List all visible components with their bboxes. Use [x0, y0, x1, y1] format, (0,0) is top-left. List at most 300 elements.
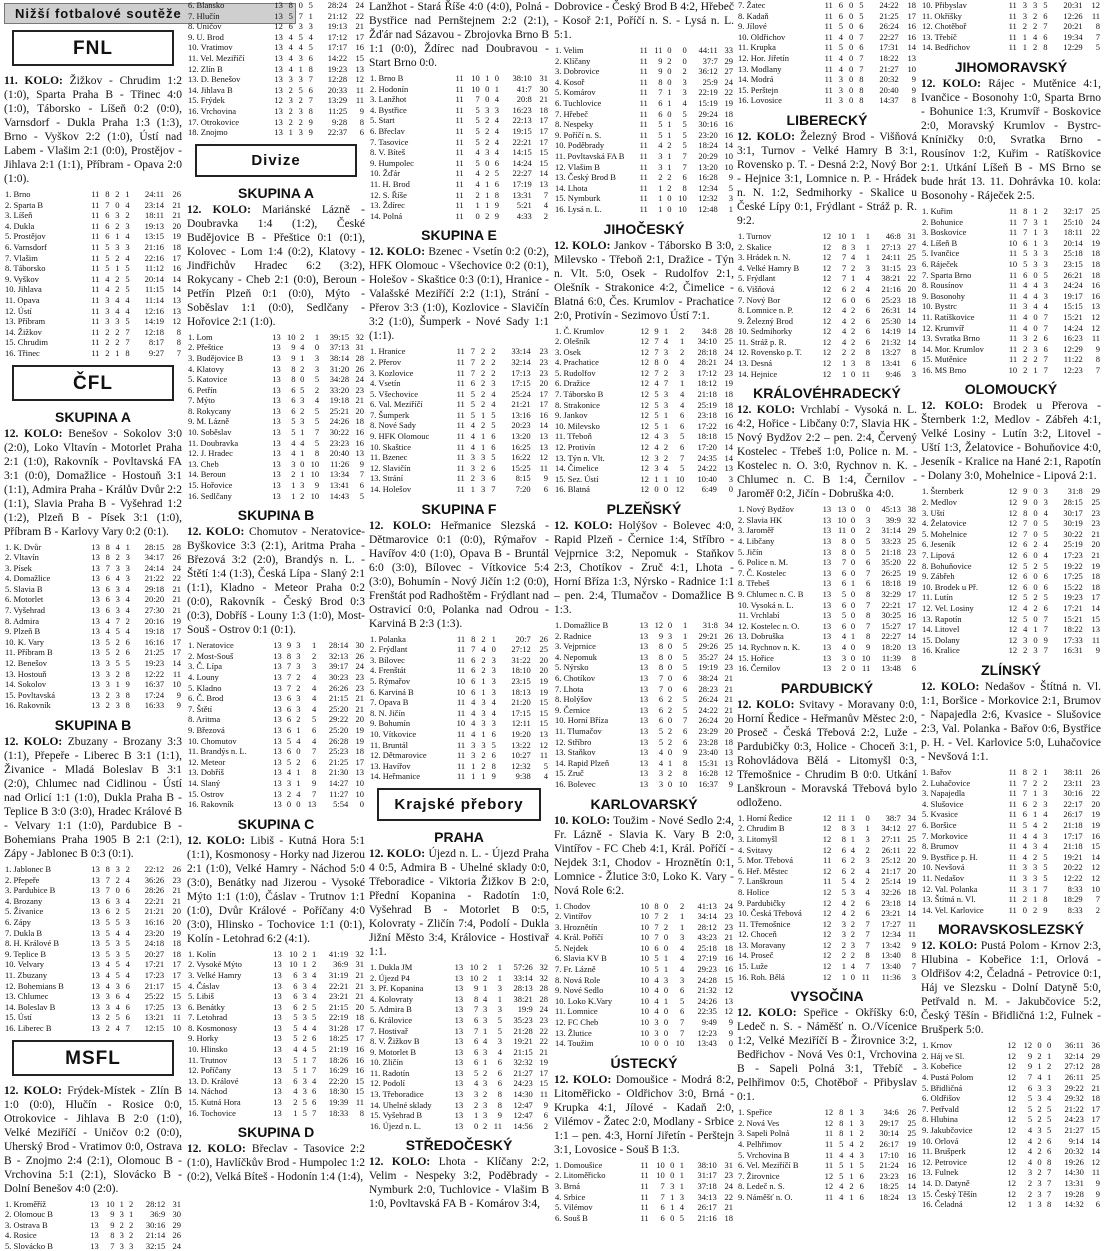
- stat-cell: 16:33: [131, 700, 165, 711]
- standings-row: [554, 779, 734, 790]
- stat-cell: 6: [1018, 238, 1028, 249]
- standings-row: [369, 179, 549, 190]
- stat-cell: 6: [487, 729, 497, 740]
- stat-cell: 4: [121, 306, 131, 317]
- stat-cell: 12: [1001, 561, 1018, 572]
- stat-cell: 17: [165, 647, 182, 658]
- stat-cell: 8: [902, 950, 917, 961]
- stat-cell: 11: [449, 473, 466, 484]
- stat-cell: 6: [1085, 1199, 1101, 1210]
- stat-cell: 13: [267, 736, 283, 747]
- stat-cell: 2: [481, 211, 491, 222]
- stat-cell: 6: [350, 480, 365, 491]
- stat-cell: 26:11: [1052, 1072, 1085, 1083]
- stat-cell: 5: [282, 427, 297, 438]
- stat-cell: 4: [844, 1150, 854, 1161]
- stat-cell: 23: [718, 1170, 734, 1181]
- stat-cell: 6: [101, 573, 111, 584]
- stat-cell: 8: [900, 95, 917, 106]
- standings-row: [921, 550, 1101, 561]
- stat-cell: 2: [844, 1181, 854, 1192]
- standings-row: [4, 970, 182, 981]
- stat-cell: 24:28: [685, 975, 718, 986]
- stat-cell: 4: [294, 42, 304, 53]
- standings-row: [737, 834, 917, 845]
- standings-row: [4, 1230, 182, 1241]
- stat-cell: 2: [125, 1199, 134, 1210]
- stat-cell: 12: [817, 316, 832, 327]
- team-name: 16. Lysá n. L.: [554, 204, 634, 215]
- stat-cell: 5: [121, 938, 131, 949]
- stat-cell: 4: [121, 605, 131, 616]
- stat-cell: 2: [847, 908, 856, 919]
- stat-cell: 12: [817, 263, 832, 274]
- stat-cell: 14: [165, 658, 182, 669]
- team-name: 13. Strání: [369, 473, 449, 484]
- team-name: 1. Domoušice: [554, 1160, 634, 1171]
- stat-cell: 1: [111, 679, 121, 690]
- stat-cell: 25: [902, 252, 917, 263]
- standings-row: [4, 542, 182, 553]
- stat-cell: 2: [101, 700, 111, 711]
- stat-cell: 4: [466, 708, 476, 719]
- standings-row: [921, 778, 1101, 789]
- stat-cell: 11: [817, 1128, 834, 1139]
- stat-cell: 0: [1028, 312, 1038, 323]
- stat-cell: 6: [282, 406, 297, 417]
- stat-cell: 11: [449, 697, 466, 708]
- stat-cell: 9: [902, 940, 917, 951]
- stat-cell: 21: [349, 693, 365, 704]
- stat-cell: 11: [84, 337, 100, 348]
- stat-cell: 3: [1033, 1093, 1043, 1104]
- stat-cell: 6: [532, 484, 549, 495]
- stat-cell: 29:21: [688, 631, 719, 642]
- karlovarsky-results: 10. KOLO: Toužim - Nové Sedlo 2:4, Fr. Lázně - Slavia K. Vary B 2:0, Vintířov - FC Cheb 4:1, Král. Poříčí - Nejdek 3:1, Chodov - Hroznětín 0:1, Lomnice - Žlutice 3:0, Loko K. Vary - Nová Role 6:2.: [554, 814, 734, 898]
- stat-cell: 3: [666, 1181, 676, 1192]
- stat-cell: 3: [292, 651, 301, 662]
- stat-cell: 0: [847, 504, 856, 515]
- stat-cell: 6: [832, 866, 847, 877]
- team-name: 7. Vyšehrad: [4, 605, 84, 616]
- stat-cell: 5: [669, 431, 685, 442]
- stat-cell: 3: [121, 563, 131, 574]
- stat-cell: 9: [301, 778, 317, 789]
- stat-cell: 1: [1028, 884, 1038, 895]
- stat-cell: 5: [121, 906, 131, 917]
- stat-cell: 7: [308, 1108, 317, 1119]
- stat-cell: 1: [675, 1160, 685, 1171]
- stat-cell: 13: [267, 767, 283, 778]
- stat-cell: 11: [449, 655, 466, 666]
- stat-cell: 2: [534, 1121, 549, 1132]
- team-name: 15. Perštejn: [737, 85, 817, 96]
- stat-cell: 6: [854, 21, 864, 32]
- team-name: 6. Ráječek: [921, 259, 1001, 270]
- stat-cell: 2: [1028, 333, 1038, 344]
- team-name: 11. Trutnov: [187, 1055, 267, 1066]
- stat-cell: 3: [283, 778, 292, 789]
- stat-cell: 3: [479, 1100, 488, 1111]
- stat-cell: 0: [847, 621, 856, 632]
- stat-cell: 7: [486, 484, 496, 495]
- stat-cell: 17:15: [497, 708, 532, 719]
- stat-cell: 7: [121, 337, 131, 348]
- stat-cell: 4: [847, 876, 856, 887]
- team-name: 15. Kutná Hora: [187, 1097, 267, 1108]
- stat-cell: 4: [101, 626, 111, 637]
- stat-cell: 13: [165, 306, 182, 317]
- team-name: 12. Podolí: [369, 1078, 449, 1089]
- stat-cell: 34: [719, 620, 734, 631]
- stat-cell: 4: [1017, 1146, 1033, 1157]
- standings-row: [369, 962, 549, 973]
- standings-row: [369, 389, 549, 400]
- stat-cell: 11: [634, 1192, 650, 1203]
- stat-cell: 5: [650, 421, 660, 432]
- standings-row: [554, 996, 734, 1007]
- stat-cell: 5: [832, 887, 847, 898]
- team-name: 1. Kuřim: [921, 206, 1001, 217]
- team-name: 6. Benátky: [187, 1002, 267, 1013]
- stat-cell: 2: [111, 669, 121, 680]
- stat-cell: 2: [847, 347, 856, 358]
- stat-cell: 13: [267, 789, 283, 800]
- stat-cell: 18:13: [497, 687, 532, 698]
- div-c-heading: SKUPINA C: [187, 816, 365, 832]
- stat-cell: 34:13: [685, 1192, 718, 1203]
- stat-cell: 11: [832, 525, 847, 536]
- team-name: 10. Vítkovice: [369, 729, 449, 740]
- stat-cell: 0: [294, 0, 304, 11]
- standings-row: [4, 1012, 182, 1023]
- stat-cell: 13: [84, 616, 101, 627]
- stat-cell: 3: [675, 1192, 685, 1203]
- team-name: 6. Chotíkov: [554, 673, 634, 684]
- round-label: 12. KOLO:: [187, 526, 244, 538]
- round-label: 12. KOLO:: [369, 246, 425, 258]
- stat-cell: 6: [100, 221, 110, 232]
- stat-cell: 25:23: [317, 746, 349, 757]
- stat-cell: 22:27: [865, 32, 900, 43]
- stat-cell: 3: [1028, 841, 1038, 852]
- stat-cell: 18:22: [865, 53, 900, 64]
- stat-cell: 10: [464, 962, 479, 973]
- stat-cell: 20: [719, 715, 734, 726]
- stat-cell: 11: [84, 231, 100, 242]
- standings-row: [187, 789, 365, 800]
- stat-cell: 0: [297, 459, 306, 470]
- stat-cell: 5: [673, 705, 688, 716]
- stat-cell: 0: [1018, 905, 1028, 916]
- team-name: 9. Chlumec n. C. B: [737, 589, 817, 600]
- stat-cell: 7: [832, 557, 847, 568]
- stat-cell: 4: [1038, 841, 1048, 852]
- standings-row: [921, 1189, 1101, 1200]
- stat-cell: 6: [1043, 1146, 1053, 1157]
- stat-cell: 4: [1028, 831, 1038, 842]
- stat-cell: 0: [1043, 1040, 1053, 1051]
- standings-row: [369, 644, 549, 655]
- team-name: 15. Ústí: [4, 1012, 84, 1023]
- team-name: 11. Doubravka: [187, 438, 267, 449]
- stat-cell: 2: [486, 368, 496, 379]
- standings-row: [737, 504, 917, 515]
- div-e-standings: [369, 346, 549, 494]
- stat-cell: 5: [488, 1026, 503, 1037]
- stat-cell: 6: [1017, 1083, 1033, 1094]
- stat-cell: 12: [634, 357, 650, 368]
- stat-cell: 35:20: [871, 557, 902, 568]
- stat-cell: 17:13: [497, 368, 532, 379]
- stat-cell: 11: [817, 32, 834, 43]
- stat-cell: 8: [1043, 1157, 1053, 1168]
- stat-cell: 15: [1085, 1125, 1101, 1136]
- standings-row: [737, 855, 917, 866]
- stat-cell: 1: [664, 119, 673, 130]
- stat-cell: 10: [673, 779, 688, 790]
- stat-cell: 13: [84, 626, 101, 637]
- stat-cell: 10:27: [497, 750, 532, 761]
- stat-cell: 7: [1084, 894, 1101, 905]
- standings-row: [554, 357, 734, 368]
- stat-cell: 0: [297, 374, 306, 385]
- round-label: 12. KOLO:: [921, 940, 977, 952]
- stat-cell: 3: [292, 640, 301, 651]
- stat-cell: 11: [84, 274, 100, 285]
- team-name: 11. Brandýs n. L.: [187, 746, 267, 757]
- stat-cell: 13: [84, 1002, 101, 1013]
- stat-cell: 31:28: [317, 1023, 349, 1034]
- stat-cell: 6: [101, 896, 111, 907]
- team-name: 4. Pustá Polom: [921, 1072, 1001, 1083]
- stat-cell: 4: [298, 1023, 307, 1034]
- stat-cell: 2: [847, 284, 856, 295]
- stat-cell: 9: [1085, 1189, 1101, 1200]
- standings-row: [187, 469, 365, 480]
- stat-cell: 3: [855, 1150, 865, 1161]
- stat-cell: 13: [634, 737, 649, 748]
- team-name: 7. Morkovice: [921, 831, 1001, 842]
- standings-row: [737, 515, 917, 526]
- stat-cell: 8: [305, 448, 320, 459]
- standings-row: [921, 248, 1101, 259]
- stat-cell: 11: [856, 972, 871, 983]
- column-3: [369, 0, 549, 1232]
- standings-row: [737, 547, 917, 558]
- kralovehradecky-results: 12. KOLO: Vrchlabí - Vysoká n. L. 4:2, Hořice - Libčany 0:7, Slavia HK - Nový Bydžov 2:2 – pen. 2:4, Červený Kostelec - Třebeš 1:0, Police n. M. - Kostelec n. O. 3:0, Rychnov n. K. - Chlumec n. C. B 1:4, Černilov - Jaroměř 0:2, Jičín - Dobruška 4:0.: [737, 403, 917, 501]
- stat-cell: 21:16: [685, 1213, 718, 1224]
- stat-cell: 2: [297, 332, 306, 343]
- stat-cell: 0: [847, 557, 856, 568]
- stat-cell: 13: [84, 1199, 100, 1210]
- stat-cell: 17: [1084, 592, 1101, 603]
- stat-cell: 17:22: [685, 421, 718, 432]
- stat-cell: 8: [304, 64, 314, 75]
- stat-cell: 3: [476, 708, 486, 719]
- stat-cell: 17: [348, 32, 365, 43]
- stat-cell: 21: [718, 1202, 734, 1213]
- team-name: 4. Čáslav: [187, 981, 267, 992]
- team-name: 7. Mýto: [187, 395, 267, 406]
- stat-cell: 12: [669, 484, 685, 495]
- team-name: 13. Dobruška: [737, 631, 817, 642]
- standings-row: [187, 949, 365, 960]
- stat-cell: 20:8: [500, 94, 533, 105]
- team-name: 6. Karviná B: [369, 687, 449, 698]
- stat-cell: 8: [854, 95, 864, 106]
- team-name: 13. Třeboradice: [369, 1089, 449, 1100]
- round-label: 12. KOLO:: [921, 681, 979, 693]
- standings-row: [4, 1023, 182, 1034]
- team-name: 1. Bařov: [921, 767, 1001, 778]
- stat-cell: 5: [121, 274, 131, 285]
- stat-cell: 12: [1001, 1072, 1017, 1083]
- stat-cell: 23: [902, 263, 917, 274]
- stat-cell: 13: [532, 729, 549, 740]
- stat-cell: 16: [718, 953, 734, 964]
- stat-cell: 1: [660, 964, 670, 975]
- stat-cell: 19: [534, 1057, 549, 1068]
- stat-cell: 1: [465, 200, 481, 211]
- stat-cell: 3: [1028, 259, 1038, 270]
- stat-cell: 3: [1018, 873, 1028, 884]
- stat-cell: 2: [664, 705, 673, 716]
- standings-row: [187, 416, 365, 427]
- stat-cell: 9:28: [314, 117, 348, 128]
- stat-cell: 17: [349, 1033, 365, 1044]
- stat-cell: 7: [100, 200, 110, 211]
- stat-cell: 4: [304, 32, 314, 43]
- stat-cell: 4: [834, 1181, 844, 1192]
- stat-cell: 3: [1043, 1083, 1053, 1094]
- team-name: 14. Bedřichov: [921, 42, 1001, 53]
- stat-cell: 10: [449, 718, 466, 729]
- stat-cell: 13: [84, 552, 101, 563]
- team-name: 6. Dražice: [554, 378, 634, 389]
- stat-cell: 11: [634, 140, 649, 151]
- standings-row: [4, 991, 182, 1002]
- div-d-results: 12. KOLO: Břeclav - Tasovice 2:2 (1:0), Havlíčkův Brod - Humpolec 1:2 (0:2), Velká Bíteš - Hodonín 1:4 (1:4),: [187, 1142, 365, 1184]
- stat-cell: 11:22: [1049, 354, 1084, 365]
- standings-row: [554, 453, 734, 464]
- team-name: 7. Petřvald: [921, 1104, 1001, 1115]
- stat-cell: 19:28: [1052, 1189, 1085, 1200]
- team-name: 5. Mor. Třebová: [737, 855, 817, 866]
- stat-cell: 21:14: [134, 1230, 166, 1241]
- stat-cell: 12:47: [503, 1110, 534, 1121]
- stat-cell: 11: [449, 420, 466, 431]
- div-d-results-cont: Lanžhot - Stará Říše 4:0 (4:0), Polná - Bystřice nad Pernštejnem 2:2 (2:1), Žďár nad Sázavou - Zbrojovka Brno B 1:1 (0:0), Ždírec nad Doubravou - Start Brno 0:0.: [369, 0, 549, 70]
- standings-row: [921, 518, 1101, 529]
- stat-cell: 12: [817, 823, 832, 834]
- stat-cell: 10: [719, 151, 734, 162]
- stat-cell: 13: [267, 427, 282, 438]
- stat-cell: 5: [111, 970, 121, 981]
- stat-cell: 22:20: [317, 1076, 349, 1087]
- stat-cell: 10: [634, 943, 650, 954]
- stat-cell: 1: [847, 578, 856, 589]
- team-name: 3. Velké Hamry: [187, 970, 267, 981]
- stat-cell: 1: [297, 427, 306, 438]
- stat-cell: 6: [856, 337, 871, 348]
- stat-cell: 2: [1028, 799, 1038, 810]
- team-name: 12. Vel. Losiny: [921, 603, 1001, 614]
- standings-row: [921, 1114, 1101, 1125]
- stat-cell: 6: [466, 665, 476, 676]
- kralovehradecky-heading: KRÁLOVÉHRADECKÝ: [737, 385, 917, 401]
- stat-cell: 1: [479, 1057, 488, 1068]
- team-name: 5. Ivančice: [921, 248, 1001, 259]
- stat-cell: 6: [856, 316, 871, 327]
- stat-cell: 1: [844, 1192, 854, 1203]
- stat-cell: 20:40: [320, 448, 350, 459]
- stat-cell: 28: [350, 353, 365, 364]
- stat-cell: 9: [718, 1017, 734, 1028]
- karlovarsky-standings: [554, 901, 734, 1049]
- div-c-standings: [187, 949, 365, 1119]
- standings-row: [554, 1213, 734, 1224]
- stat-cell: 22:21: [871, 600, 902, 611]
- stat-cell: 12: [817, 908, 832, 919]
- stat-cell: 18: [165, 938, 182, 949]
- stat-cell: 13: [817, 621, 832, 632]
- stat-cell: 11: [534, 1089, 549, 1100]
- stat-cell: 0: [664, 109, 673, 120]
- stat-cell: 14: [718, 453, 734, 464]
- standings-row: [187, 117, 365, 128]
- stat-cell: 9: [1084, 344, 1101, 355]
- stat-cell: 3: [1028, 248, 1038, 259]
- stat-cell: 8: [301, 767, 317, 778]
- stat-cell: 5: [283, 1055, 299, 1066]
- stat-cell: 34:6: [865, 1107, 900, 1118]
- team-name: 8. Nová Role: [554, 975, 634, 986]
- team-name: 9. Vyškov: [4, 274, 84, 285]
- standings-row: [921, 809, 1101, 820]
- stat-cell: 28:15: [1049, 497, 1084, 508]
- stat-cell: 28:18: [685, 347, 718, 358]
- stat-cell: 11: [1001, 862, 1018, 873]
- stat-cell: 11: [349, 1097, 365, 1108]
- stat-cell: 17: [532, 399, 549, 410]
- stat-cell: 1: [466, 771, 476, 782]
- stat-cell: 13: [817, 578, 832, 589]
- round-label: 12. KOLO:: [737, 1007, 797, 1019]
- stat-cell: 7: [649, 673, 664, 684]
- stat-cell: 11: [1001, 217, 1018, 228]
- team-name: 5. Jičín: [737, 547, 817, 558]
- stat-cell: 3: [1018, 11, 1028, 22]
- stat-cell: 9: [649, 631, 664, 642]
- stat-cell: 2: [476, 399, 486, 410]
- stat-cell: 4: [121, 959, 131, 970]
- team-name: 12. Meteor: [187, 757, 267, 768]
- team-name: 11. Bruntál: [369, 740, 449, 751]
- stat-cell: 2: [298, 1033, 307, 1044]
- stat-cell: 28: [718, 326, 734, 337]
- stat-cell: 13: [902, 642, 917, 653]
- standings-row: [737, 85, 917, 96]
- stat-cell: 4: [283, 767, 292, 778]
- stat-cell: 3: [1039, 280, 1049, 291]
- stat-cell: 13: [84, 885, 101, 896]
- stat-cell: 12: [817, 887, 832, 898]
- stat-cell: 11: [84, 210, 100, 221]
- standings-row: [4, 231, 182, 242]
- stat-cell: 0: [490, 73, 500, 84]
- stat-cell: 2: [1018, 21, 1028, 32]
